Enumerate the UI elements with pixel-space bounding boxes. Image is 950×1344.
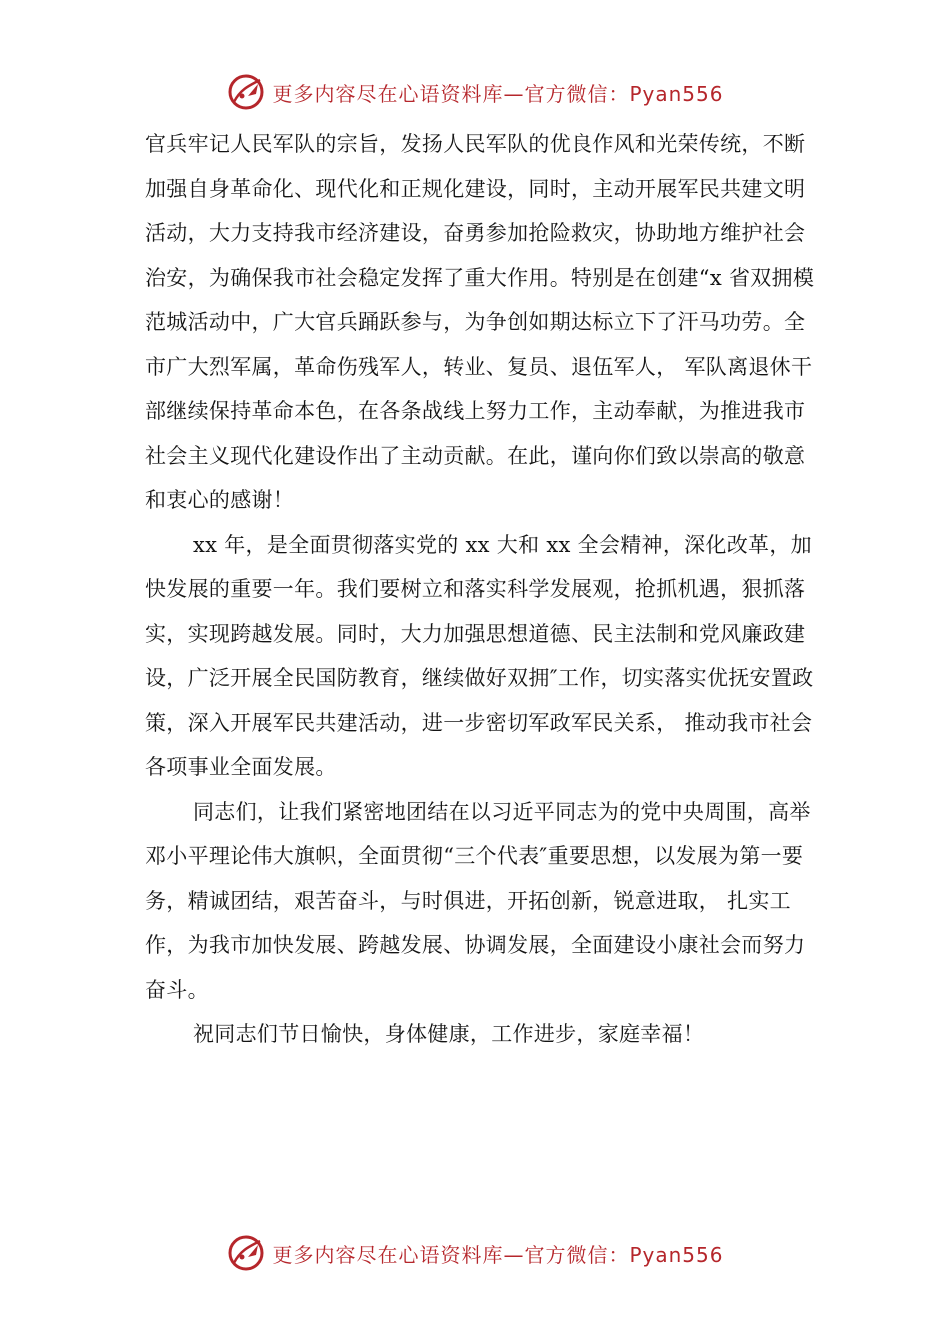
footer-banner [0, 1231, 950, 1275]
header-banner [0, 70, 950, 114]
paragraph-3: 同志们，让我们紧密地团结在以习近平同志为的党中央周围，高举邓小平理论伟大旗帜，全面贯彻“三个代表″重要思想，以发展为第一要务，精诚团结，艰苦奋斗，与时俱进，开拓创新，锐意进取， 扎实工作，为我市加快发展、跨越发展、协调发展，全面建设小康社会而努力奋斗。 [145, 799, 811, 1002]
pen-logo-icon [226, 72, 266, 112]
paragraph-1: 官兵牢记人民军队的宗旨，发扬人民军队的优良作风和光荣传统，不断加强自身革命化、现代化和正规化建设，同时，主动开展军民共建文明活动，大力支持我市经济建设，奋勇参加抢险救灾，协助地方维护社会治安，为确保我市社会稳定发挥了重大作用。特别是在创建“x 省双拥模范城活动中，广大官兵踊跃参与，为争创如期达标立下了汗马功劳。全市广大烈军属，革命伤残军人，转业、复员、退伍军人， 军队离退休干部继续保持革命本色，在各条战线上努力工作，主动奉献，为推进我市社会主义现代化建设作出了主动贡献。在此，谨向你们致以崇高的敬意和衷心的感谢！ [145, 132, 815, 512]
paragraph-2: xx 年，是全面贯彻落实党的 xx 大和 xx 全会精神，深化改革，加快发展的重要一年。我们要树立和落实科学发展观，抢抓机遇，狠抓落实，实现跨越发展。同时，大力加强思想道德、民主法制和党风廉政建设，广泛开展全民国防教育，继续做好双拥″工作，切实落实优抚安置政策，深入开展军民共建活动，进一步密切军政军民关系， 推动我市社会各项事业全面发展。 [145, 532, 814, 779]
header-banner-text: 更多内容尽在心语资料库—官方微信：Pyan556 [272, 81, 724, 106]
footer-banner-text: 更多内容尽在心语资料库—官方微信：Pyan556 [272, 1242, 724, 1267]
paragraph-4: 祝同志们节日愉快，身体健康，工作进步，家庭幸福！ [193, 1022, 705, 1046]
document-body [145, 122, 815, 1057]
pen-logo-icon [226, 1233, 266, 1273]
